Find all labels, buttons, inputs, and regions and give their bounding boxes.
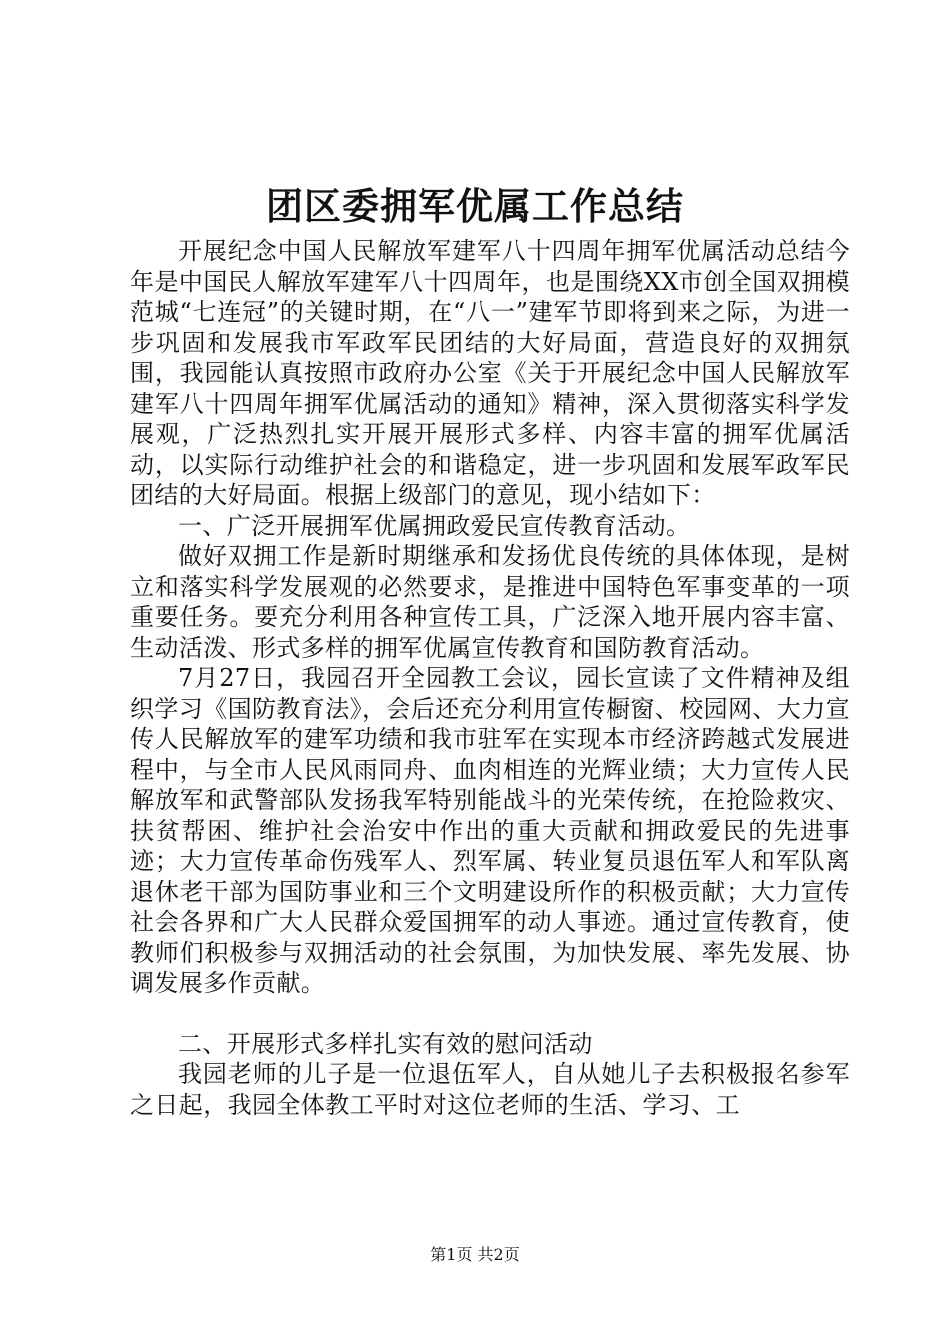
page-number-footer: 第1页 共2页 [430, 1245, 520, 1264]
paragraph-section-1-b: 7月27日，我园召开全园教工会议，园长宣读了文件精神及组织学习《国防教育法》，会后还充分利用宣传橱窗、校园网、大力宣传人民解放军的建军功绩和我市驻军在实现本市经济跨越式发展进程中，与全市人民风雨同舟、血肉相连的光辉业绩；大力宣传人民解放军和武警部队发扬我军特别能战斗的光荣传统，在抢险救灾、扶贫帮困、维护社会治安中作出的重大贡献和拥政爱民的先进事迹；大力宣传革命伤残军人、烈军属、转业复员退伍军人和军队离退休老干部为国防事业和三个文明建设所作的积极贡献；大力宣传社会各界和广大人民群众爱国拥军的动人事迹。通过宣传教育，使教师们积极参与双拥活动的社会氛围，为加快发展、率先发展、协调发展多作贡献。 [130, 664, 850, 997]
paragraph-section-2-a: 我园老师的儿子是一位退伍军人，自从她儿子去积极报名参军之日起，我园全体教工平时对这位老师的生活、学习、工 [130, 1060, 850, 1119]
document-body [130, 236, 850, 1120]
paragraph-intro: 开展纪念中国人民解放军建军八十四周年拥军优属活动总结今年是中国民人解放军建军八十四周年，也是围绕XX市创全国双拥模范城“七连冠”的关键时期，在“八一”建军节即将到来之际，为进一步巩固和发展我市军政军民团结的大好局面，营造良好的双拥氛围，我园能认真按照市政府办公室《关于开展纪念中国人民解放军建军八十四周年拥军优属活动的通知》精神，深入贯彻落实科学发展观，广泛热烈扎实开展开展形式多样、内容丰富的拥军优属活动，以实际行动维护社会的和谐稳定，进一步巩固和发展军政军民团结的大好局面。根据上级部门的意见，现小结如下： [130, 237, 850, 509]
paragraph-section-1-a: 做好双拥工作是新时期继承和发扬优良传统的具体体现，是树立和落实科学发展观的必然要求，是推进中国特色军事变革的一项重要任务。要充分利用各种宣传工具，广泛深入地开展内容丰富、生动活泼、形式多样的拥军优属宣传教育和国防教育活动。 [130, 542, 850, 662]
document-title: 团区委拥军优属工作总结 [266, 185, 684, 228]
section-heading-2: 二、开展形式多样扎实有效的慰问活动 [178, 1029, 593, 1058]
section-heading-1: 一、广泛开展拥军优属拥政爱民宣传教育活动。 [178, 511, 691, 540]
